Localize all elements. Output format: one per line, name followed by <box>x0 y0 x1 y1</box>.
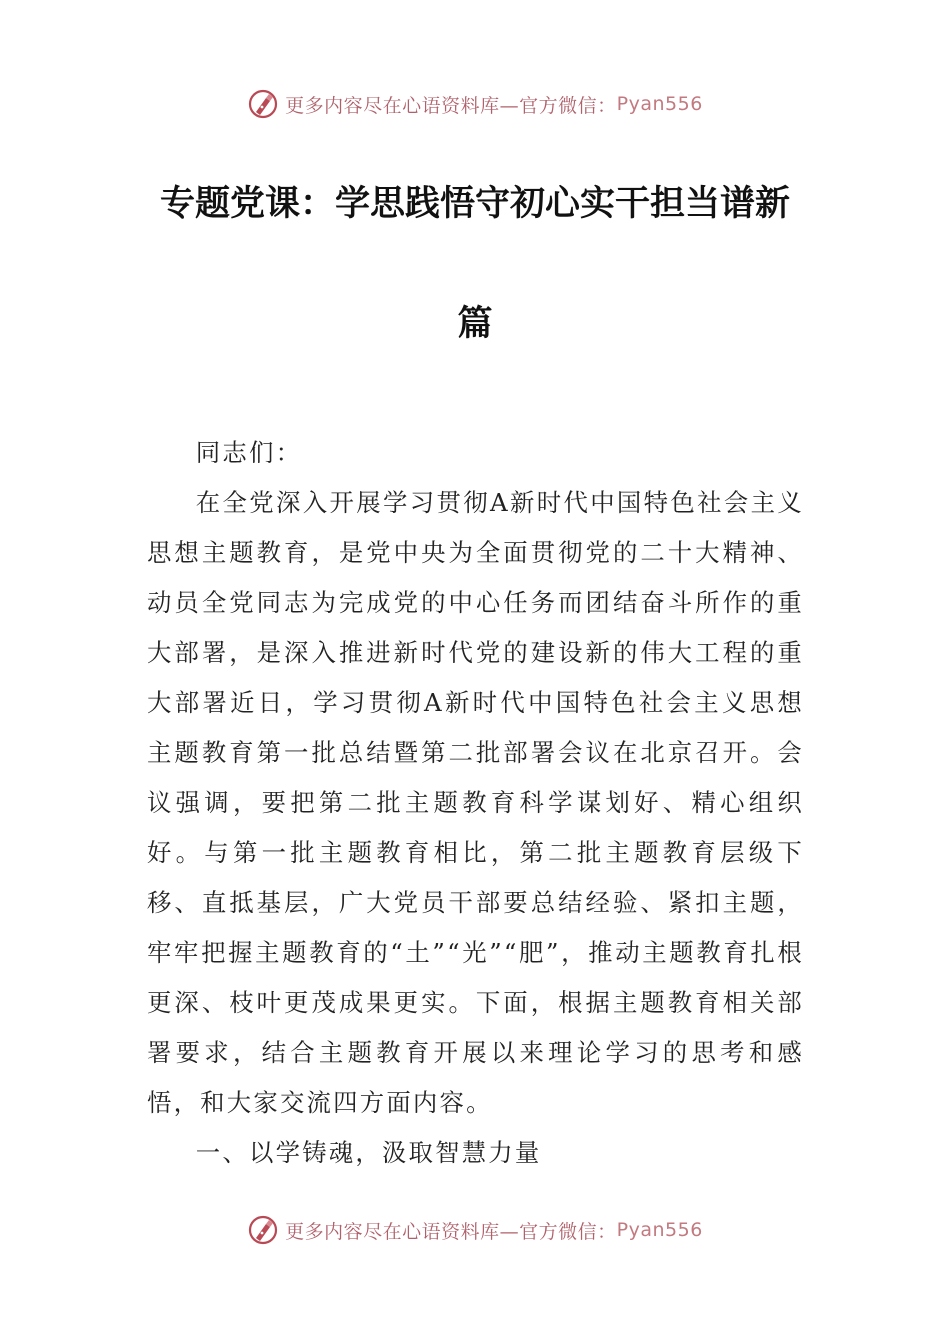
section-1-heading: 一、以学铸魂，汲取智慧力量 <box>195 1138 542 1167</box>
greeting: 同志们： <box>195 438 303 467</box>
watermark-text: 更多内容尽在心语资料库—官方微信： <box>285 1220 617 1243</box>
footer-watermark <box>0 1210 950 1250</box>
document-title-line2: 篇 <box>457 304 493 344</box>
document-title-line1: 专题党课：学思践悟守初心实干担当谱新 <box>159 184 790 224</box>
watermark-text: 更多内容尽在心语资料库—官方微信： <box>285 94 617 117</box>
header-watermark <box>0 84 950 124</box>
pen-nib-circle-icon <box>247 1214 279 1246</box>
document-body <box>147 428 804 1178</box>
watermark-wechat-id: Pyan556 <box>616 1219 703 1241</box>
watermark-wechat-id: Pyan556 <box>616 93 703 115</box>
paragraph-1: 在全党深入开展学习贯彻A新时代中国特色社会主义思想主题教育，是党中央为全面贯彻党的二十大精神、动员全党同志为完成党的中心任务而团结奋斗所作的重大部署，是深入推进新时代党的建设新的伟大工程的重大部署近日，学习贯彻A新时代中国特色社会主义思想主题教育第一批总结暨第二批部署会议在北京召开。会议强调，要把第二批主题教育科学谋划好、精心组织好。与第一批主题教育相比，第二批主题教育层级下移、直抵基层，广大党员干部要总结经验、紧扣主题，牢牢把握主题教育的“土”“光”“肥”，推动主题教育扎根更深、枝叶更茂成果更实。下面，根据主题教育相关部署要求，结合主题教育开展以来理论学习的思考和感悟，和大家交流四方面内容。 <box>147 488 804 1117</box>
pen-nib-circle-icon <box>247 88 279 120</box>
